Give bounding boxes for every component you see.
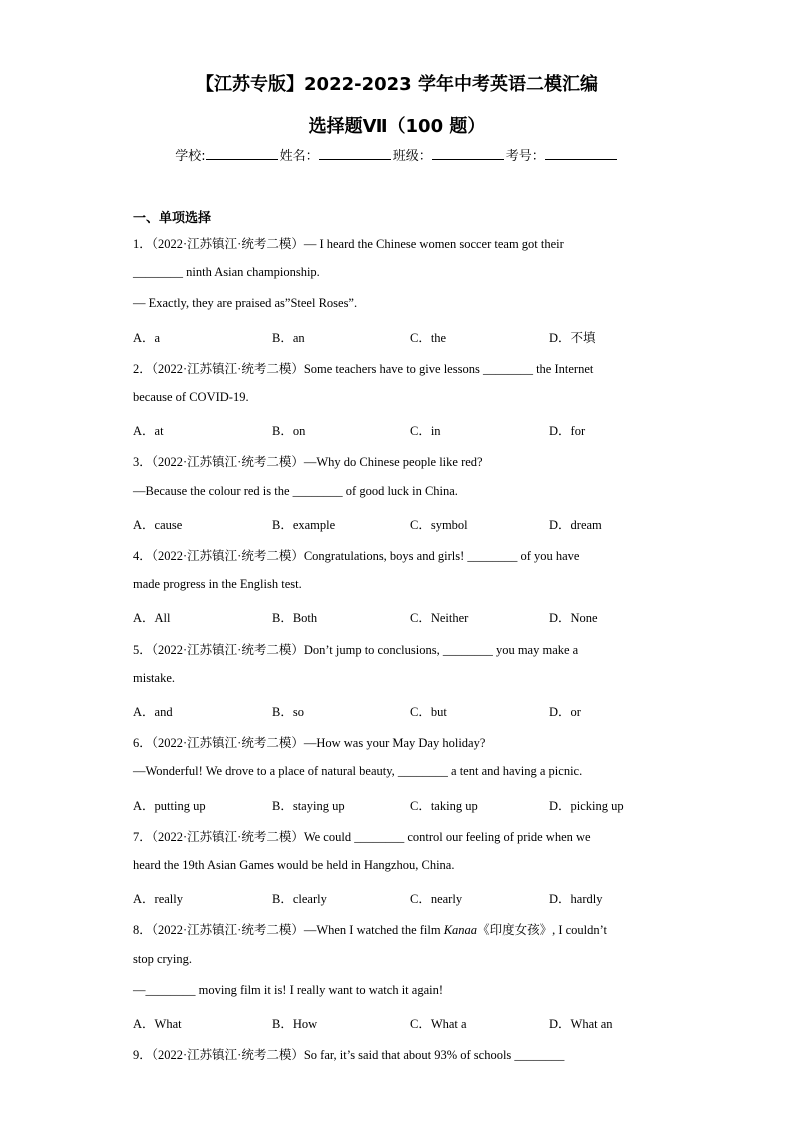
q8-option-a[interactable]: A．What <box>133 1017 182 1031</box>
q4-option-d[interactable]: D．None <box>549 611 598 625</box>
q6-option-b[interactable]: B．staying up <box>272 799 345 813</box>
q2-option-b[interactable]: B．on <box>272 424 306 438</box>
page-title: 【江苏专版】2022-2023 学年中考英语二模汇编 <box>196 74 598 95</box>
name-label: 姓名： <box>279 149 319 164</box>
q4-option-b[interactable]: B．Both <box>272 611 318 625</box>
class-blank[interactable] <box>432 147 504 160</box>
q8-line-2: stop crying. <box>133 952 193 966</box>
q7-option-b[interactable]: B．clearly <box>272 892 327 906</box>
page-subtitle: 选择题Ⅶ（100 题） <box>308 116 486 137</box>
exam-no-blank[interactable] <box>545 147 617 160</box>
q6-line-1: 6．（2022·江苏镇江·统考二模）—How was your May Day holiday? <box>133 736 486 750</box>
q2-line-2: because of COVID-19. <box>133 390 249 404</box>
q1-line-3: — Exactly, they are praised as”Steel Roses”. <box>133 296 358 310</box>
q5-line-1: 5．（2022·江苏镇江·统考二模）Don’t jump to conclusions, ________ you may make a <box>133 643 579 657</box>
q5-option-b[interactable]: B．so <box>272 705 304 719</box>
q6-line-2: —Wonderful! We drove to a place of natural beauty, ________ a tent and having a picnic. <box>133 764 583 778</box>
q8-option-c[interactable]: C．What a <box>410 1017 467 1031</box>
q7-option-a[interactable]: A．really <box>133 892 183 906</box>
q5-option-d[interactable]: D．or <box>549 705 581 719</box>
q2-option-a[interactable]: A．at <box>133 424 164 438</box>
q8-option-b[interactable]: B．How <box>272 1017 318 1031</box>
q5-option-c[interactable]: C．but <box>410 705 447 719</box>
q4-line-2: made progress in the English test. <box>133 577 302 591</box>
q1-option-c[interactable]: C．the <box>410 331 447 345</box>
name-blank[interactable] <box>319 147 391 160</box>
q1-option-b[interactable]: B．an <box>272 331 305 345</box>
q8-line-1-start: 8．（2022·江苏镇江·统考二模）—When I watched the film <box>133 923 444 937</box>
q2-option-c[interactable]: C．in <box>410 424 441 438</box>
q1-line-1: 1．（2022·江苏镇江·统考二模）— I heard the Chinese women soccer team got their <box>133 237 564 251</box>
q3-option-a[interactable]: A．cause <box>133 518 183 532</box>
student-info-row <box>0 145 794 164</box>
q3-option-c[interactable]: C．symbol <box>410 518 468 532</box>
class-label: 班级： <box>392 149 432 164</box>
q4-option-c[interactable]: C．Neither <box>410 611 469 625</box>
q7-option-d[interactable]: D．hardly <box>549 892 603 906</box>
q1-line-2: ________ ninth Asian championship. <box>133 265 320 279</box>
q6-option-c[interactable]: C．taking up <box>410 799 478 813</box>
q8-line-3: —________ moving film it is! I really want to watch it again! <box>133 983 444 997</box>
q1-option-d[interactable]: D．不填 <box>549 331 596 345</box>
q3-option-d[interactable]: D．dream <box>549 518 602 532</box>
q7-option-c[interactable]: C．nearly <box>410 892 463 906</box>
q7-line-2: heard the 19th Asian Games would be held in Hangzhou, China. <box>133 858 455 872</box>
q3-line-1: 3．（2022·江苏镇江·统考二模）—Why do Chinese people like red? <box>133 455 483 469</box>
section-title: 一、单项选择 <box>133 211 212 226</box>
q4-option-a[interactable]: A．All <box>133 611 171 625</box>
q6-option-d[interactable]: D．picking up <box>549 799 624 813</box>
q7-line-1: 7．（2022·江苏镇江·统考二模）We could ________ control our feeling of pride when we <box>133 830 591 844</box>
q8-option-d[interactable]: D．What an <box>549 1017 613 1031</box>
q8-line-1-end: 《印度女孩》, I couldn’t <box>477 923 608 937</box>
q8-film-title: Kanaa <box>443 923 478 937</box>
exam-no-label: 考号： <box>505 149 545 164</box>
q3-line-2: —Because the colour red is the ________ of good luck in China. <box>133 484 458 498</box>
q9-line-1: 9．（2022·江苏镇江·统考二模）So far, it’s said that about 93% of schools ________ <box>133 1048 565 1062</box>
q2-line-1: 2．（2022·江苏镇江·统考二模）Some teachers have to give lessons ________ the Internet <box>133 362 594 376</box>
school-label: 学校: <box>175 149 206 164</box>
q1-option-a[interactable]: A．a <box>133 331 161 345</box>
q8-line-1 <box>133 920 607 938</box>
q6-option-a[interactable]: A．putting up <box>133 799 206 813</box>
q5-line-2: mistake. <box>133 671 176 685</box>
q2-option-d[interactable]: D．for <box>549 424 586 438</box>
school-blank[interactable] <box>206 147 278 160</box>
q5-option-a[interactable]: A．and <box>133 705 173 719</box>
q3-option-b[interactable]: B．example <box>272 518 336 532</box>
q4-line-1: 4．（2022·江苏镇江·统考二模）Congratulations, boys and girls! ________ of you have <box>133 549 580 563</box>
